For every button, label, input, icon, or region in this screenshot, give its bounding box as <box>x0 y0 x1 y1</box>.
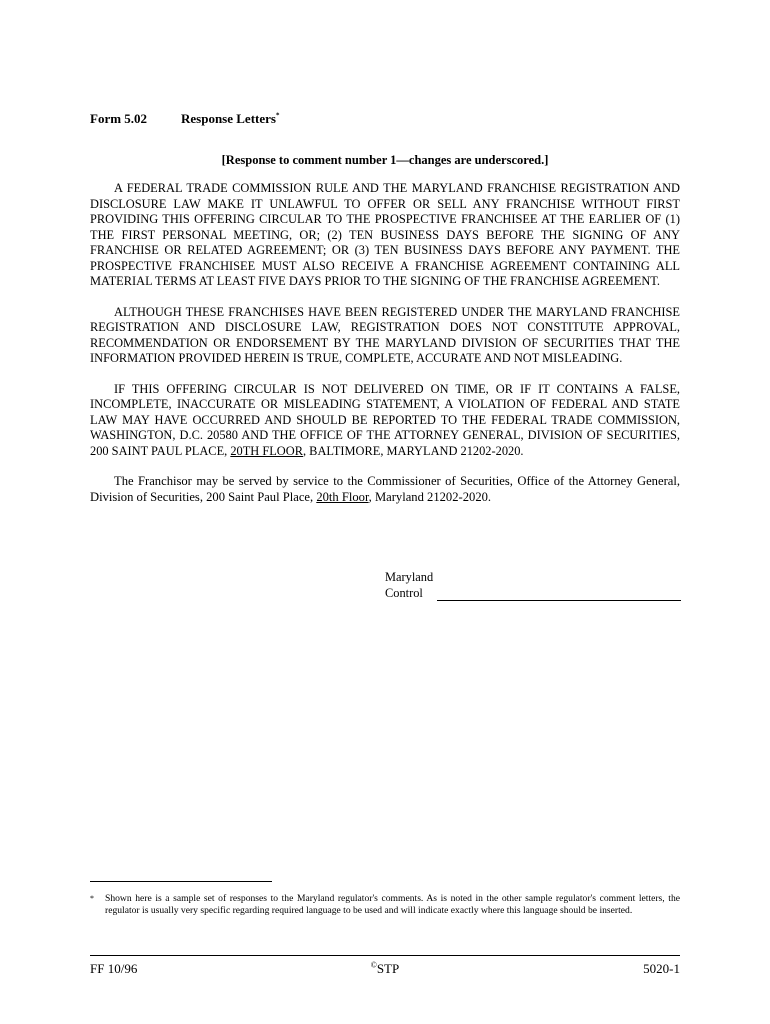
footnote-marker: * <box>90 894 94 903</box>
signature-line <box>437 588 681 601</box>
copyright-notice <box>90 960 680 978</box>
service-text-end: , Maryland 21202-2020. <box>368 489 492 504</box>
service-paragraph <box>90 474 680 505</box>
form-title: Response Letters <box>181 111 276 126</box>
form-number: Form 5.02 <box>90 111 148 126</box>
page-number: 5020-1 <box>643 961 680 976</box>
ftc-rule-paragraph: A FEDERAL TRADE COMMISSION RULE AND THE MARYLAND FRANCHISE REGISTRATION AND DISCLOSURE LAW MAKE IT UNLAWFUL TO OFFER OR SELL ANY FRANCHISE WITHOUT FIRST PROVIDING THIS OFFERING CIRCULAR TO THE PROSPECTIVE FRANCHISEE AT THE EARLIER OF (1) THE FIRST PERSONAL MEETING, OR; (2) TEN BUSINESS DAYS BEFORE THE SIGNING OF ANY FRANCHISE OR RELATED AGREEMENT; OR (3) TEN BUSINESS DAYS BEFORE ANY PAYMENT. THE PROSPECTIVE FRANCHISEE MUST ALSO RECEIVE A FRANCHISE AGREEMENT CONTAINING ALL MATERIAL TERMS AT LEAST FIVE DAYS PRIOR TO THE SIGNING OF THE FRANCHISE AGREEMENT. <box>90 181 680 288</box>
copyright-symbol: © <box>370 960 377 970</box>
signature-label-control: Control <box>385 586 423 600</box>
registration-paragraph: ALTHOUGH THESE FRANCHISES HAVE BEEN REGISTERED UNDER THE MARYLAND FRANCHISE REGISTRATION AND DISCLOSURE LAW, REGISTRATION DOES NOT CONSTITUTE APPROVAL, RECOMMENDATION OR ENDORSEMENT BY THE MARYLAND DIVISION OF SECURITIES THAT THE INFORMATION PROVIDED HEREIN IS TRUE, COMPLETE, ACCURATE AND NOT MISLEADING. <box>90 304 680 365</box>
signature-label-maryland: Maryland <box>385 570 434 584</box>
signature-row <box>385 585 681 601</box>
violation-text-start: IF THIS OFFERING CIRCULAR IS NOT DELIVERED ON TIME, OR IF IT CONTAINS A FALSE, INCOMPLETE, INACCURATE OR MISLEADING STATEMENT, A VIOLATION OF FEDERAL AND STATE LAW MAY HAVE OCCURRED AND SHOULD BE REPORTED TO THE FEDERAL TRADE COMMISSION, WASHINGTON, D.C. 20580 AND THE OFFICE OF THE ATTORNEY GENERAL, DIVISION OF SECURITIES, 200 SAINT PAUL PLACE, <box>90 381 680 458</box>
underscored-change: 20TH FLOOR <box>230 443 303 458</box>
underscored-change: 20th Floor <box>316 489 369 504</box>
footnote-divider <box>90 881 272 882</box>
footnote <box>90 893 680 917</box>
signature-block <box>385 569 681 601</box>
form-revision-code: FF 10/96 <box>90 961 138 976</box>
footer-divider <box>90 955 680 956</box>
violation-text-end: , BALTIMORE, MARYLAND 21202-2020. <box>302 443 524 458</box>
form-title-footnote-marker: * <box>275 111 280 120</box>
footnote-text: Shown here is a sample set of responses to the Maryland regulator's comments. As is noted in the other sample regulator's comment letters, the regulator is usually very specific regarding required language to be used and will indicate exactly where this language should be inserted. <box>105 893 680 916</box>
violation-paragraph <box>90 382 680 460</box>
response-heading: [Response to comment number 1—changes are underscored.] <box>221 153 549 167</box>
page-footer <box>90 960 680 980</box>
form-header <box>90 111 680 127</box>
letter-body <box>90 181 680 520</box>
service-text-start: The Franchisor may be served by service to the Commissioner of Securities, Office of the Attorney General, Division of Securities, 200 Saint Paul Place, <box>90 474 680 504</box>
publisher-name: STP <box>376 961 400 976</box>
